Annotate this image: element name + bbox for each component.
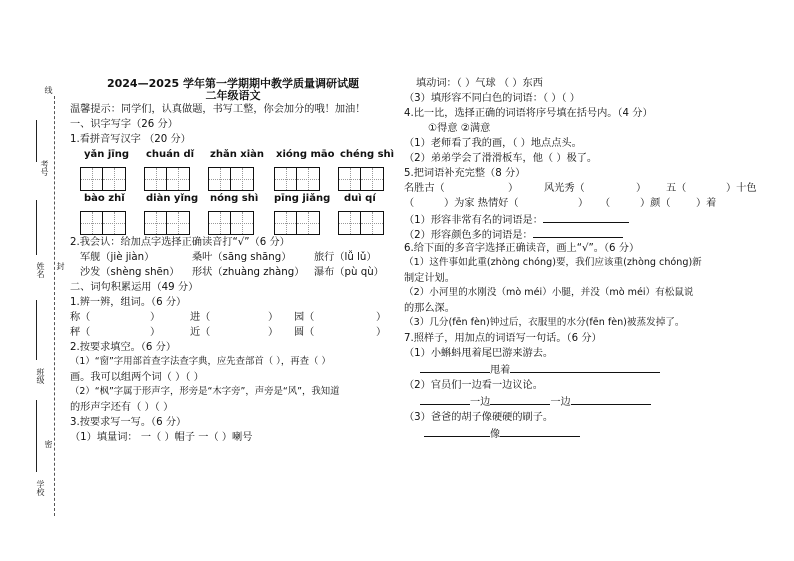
answer-blank[interactable]	[533, 228, 623, 238]
q6-line-3[interactable]: （2）小河里的水刚没（mò méi）小腿，并没（mò méi）有松鼠说	[404, 287, 694, 298]
q5-line-4	[404, 228, 784, 243]
seal-dashed-line	[54, 96, 55, 516]
q6-line-5[interactable]: （3）几分(fēn fèn)钟过后，衣服里的水分(fēn fèn)被蒸发掉了。	[404, 317, 685, 328]
idiom-part: 名胜古（	[404, 183, 445, 194]
idiom-paren-close[interactable]: ）	[578, 198, 589, 209]
q2-2-prompt: 2.按要求填空。（6 分）	[70, 342, 177, 354]
idiom-paren-close[interactable]: ）	[508, 183, 519, 194]
answer-blank[interactable]	[420, 363, 490, 373]
q7-keyword-1: 甩着	[490, 365, 511, 376]
q7-answer-1	[404, 363, 784, 380]
writing-grid[interactable]	[80, 211, 126, 235]
word-group-line-1	[70, 312, 396, 327]
reading-option[interactable]: 桑叶（sāng shāng）	[192, 252, 292, 264]
idiom-part[interactable]: ）十色	[726, 183, 757, 194]
class-line	[36, 300, 37, 360]
q6-line-4: 的那么深。	[404, 303, 455, 314]
reading-option[interactable]: 瀑布（pù qù）	[314, 267, 384, 279]
q2-2-line-4[interactable]: 的形声字还有（ ）（ ）	[70, 402, 174, 414]
word-char: 秤（	[70, 327, 91, 339]
section-1-heading: 一、识字写字（26 分）	[70, 119, 178, 131]
margin-label-line: 线	[44, 86, 53, 94]
q6-prompt: 6.给下面的多音字选择正确读音，画上“√”。（6 分）	[404, 243, 640, 254]
q7-prompt: 7.照样子，用加点的词语写一句话。（6 分）	[404, 333, 602, 344]
section-2-heading: 二、词句积累运用（49 分）	[70, 282, 199, 294]
q5-line-2	[404, 198, 784, 213]
answer-blank[interactable]	[571, 395, 651, 405]
pinyin-label: yǎn jīng	[84, 149, 129, 161]
school-line	[36, 400, 37, 472]
word-paren-close[interactable]: ）	[150, 327, 161, 339]
reading-line-2	[70, 267, 396, 282]
writing-grid[interactable]	[274, 167, 320, 191]
answer-blank[interactable]	[424, 427, 490, 437]
margin-label-name: 姓名	[36, 262, 45, 278]
exam-subtitle: 二年级语文	[205, 89, 261, 103]
pinyin-label: zhǎn xiàn	[210, 149, 265, 161]
q5-prompt: 5.把词语补充完整（8 分）	[404, 168, 526, 179]
q4-line-2[interactable]: （2）弟弟学会了滑滑板车，他（ ）极了。	[404, 153, 598, 164]
writing-grid[interactable]	[144, 211, 190, 235]
word-paren-close[interactable]: ）	[150, 312, 161, 324]
idiom-part: ）着	[696, 198, 717, 209]
q5-line-1	[404, 183, 784, 198]
answer-blank[interactable]	[543, 213, 629, 223]
q6-line-1[interactable]: （1）这件事如此重(zhòng chóng)要，我们应该重(zhòng chóng)新	[404, 257, 702, 268]
word-paren-close[interactable]: ）	[376, 327, 387, 339]
writing-grid[interactable]	[274, 211, 320, 235]
pinyin-label: duì qí	[344, 193, 376, 205]
q4-prompt: 4.比一比，选择正确的词语将序号填在括号内。（4 分）	[404, 108, 653, 119]
q5-sub-2: （2）形容颜色多的词语是：	[404, 230, 533, 241]
q2-2-line-3: （2）“枫”字属于形声字，形旁是“木字旁”，声旁是“风”，我知道	[70, 386, 340, 398]
pinyin-label: nóng shì	[210, 193, 259, 205]
margin-label-class: 班级	[36, 368, 45, 384]
pinyin-label: xióng māo	[276, 149, 335, 161]
word-group-line-2	[70, 327, 396, 342]
idiom-paren-open[interactable]: （	[404, 198, 415, 209]
q7-answer-3	[404, 427, 784, 444]
writing-grid[interactable]	[338, 167, 384, 191]
margin-label-secret: 密	[44, 440, 53, 448]
answer-blank[interactable]	[510, 363, 660, 373]
writing-grid[interactable]	[80, 167, 126, 191]
reading-option[interactable]: 旅行（lǚ lǔ）	[314, 252, 377, 264]
pinyin-label: chéng shì	[340, 149, 395, 161]
pinyin-row-1	[70, 149, 396, 167]
word-char: 称（	[70, 312, 91, 324]
idiom-part: ）颜（	[640, 198, 671, 209]
q7-keyword-2b: 一边	[550, 397, 571, 408]
word-paren-close[interactable]: ）	[376, 312, 387, 324]
idiom-part: 风光秀（	[544, 183, 585, 194]
q7-example-2: （2）官员们一边看一边议论。	[404, 380, 543, 391]
q1-2-prompt: 2.我会认：给加点字选择正确读音打“√”（6 分）	[70, 237, 290, 249]
exam-number-line	[36, 120, 37, 162]
q2-2-line-2[interactable]: 画。我可以组两个词（ ）（ ）	[70, 372, 204, 384]
writing-grid[interactable]	[144, 167, 190, 191]
pinyin-label: bào zhǐ	[84, 193, 125, 205]
word-char: 圆（	[294, 327, 315, 339]
word-char: 进（	[190, 312, 211, 324]
pinyin-row-2	[70, 193, 396, 211]
white-words-line[interactable]: （3）填形容不同白色的词语：（ ）（ ）	[404, 93, 580, 104]
q6-line-2: 制定计划。	[404, 273, 455, 284]
verb-fill-line[interactable]: 填动词：（ ）气球 （ ）东西	[416, 78, 543, 89]
right-column	[404, 78, 784, 444]
exam-title: 2024—2025 学年第一学期期中教学质量调研试题	[106, 77, 360, 90]
q2-3-prompt: 3.按要求写一写。（6 分）	[70, 417, 187, 429]
idiom-paren-open[interactable]: （	[600, 198, 611, 209]
pinyin-label: chuán dǐ	[146, 149, 195, 161]
name-line	[36, 200, 37, 255]
q7-example-3: （3）爸爸的胡子像硬硬的刷子。	[404, 412, 554, 423]
margin-label-school: 学校	[36, 480, 45, 496]
q5-sub-1: （1）形容非常有名的词语是：	[404, 215, 543, 226]
word-paren-close[interactable]: ）	[268, 327, 279, 339]
reading-option[interactable]: 沙发（shèng shēn）	[80, 267, 180, 279]
q7-answer-2	[404, 395, 784, 412]
writing-grid-row-1	[70, 167, 396, 193]
idiom-paren-close[interactable]: ）	[636, 183, 647, 194]
q7-keyword-3: 像	[490, 429, 501, 440]
left-column	[70, 78, 396, 447]
pinyin-label: diàn yǐng	[146, 193, 199, 205]
word-paren-close[interactable]: ）	[268, 312, 279, 324]
answer-blank[interactable]	[500, 427, 580, 437]
idiom-part: ）为家 热情好（	[444, 198, 519, 209]
q7-keyword-2a: 一边	[470, 397, 491, 408]
q5-line-3	[404, 213, 784, 228]
reading-line-1	[70, 252, 396, 267]
idiom-part: 五（	[666, 183, 687, 194]
q7-example-1: （1）小蝌蚪甩着尾巴游来游去。	[404, 348, 554, 359]
pinyin-label: pīng jiǎng	[274, 193, 331, 205]
q4-options: ①得意 ②满意	[428, 123, 491, 134]
writing-grid[interactable]	[208, 211, 254, 235]
q2-3-line-1[interactable]: （1）填量词： 一（ ）帽子 一（ ）喇号	[70, 432, 253, 444]
writing-grid[interactable]	[208, 167, 254, 191]
q2-2-line-1[interactable]: （1）“窗”字用部首查字法查字典，应先查部首（ ），再查（ ）	[70, 356, 331, 368]
word-char: 近（	[190, 327, 211, 339]
word-char: 园（	[294, 312, 315, 324]
q2-1-prompt: 1.辨一辨，组词。（6 分）	[70, 297, 187, 309]
answer-blank[interactable]	[420, 395, 470, 405]
q1-1-prompt: 1.看拼音写汉字 （20 分）	[70, 134, 191, 146]
margin-label-exam-number: 考号	[40, 160, 49, 176]
tip-text: 温馨提示：同学们，认真做题，书写工整，你会加分的哦！加油！	[70, 104, 366, 116]
binding-margin	[0, 0, 70, 561]
margin-label-seal: 封	[56, 262, 65, 270]
writing-grid[interactable]	[338, 211, 384, 235]
reading-option[interactable]: 军舰（jiè jiàn）	[80, 252, 155, 264]
answer-blank[interactable]	[490, 395, 550, 405]
q4-line-1[interactable]: （1）老师看了我的画，（ ）地点点头。	[404, 138, 582, 149]
writing-grid-row-2	[70, 211, 396, 237]
reading-option[interactable]: 形状（zhuàng zhàng）	[192, 267, 305, 279]
